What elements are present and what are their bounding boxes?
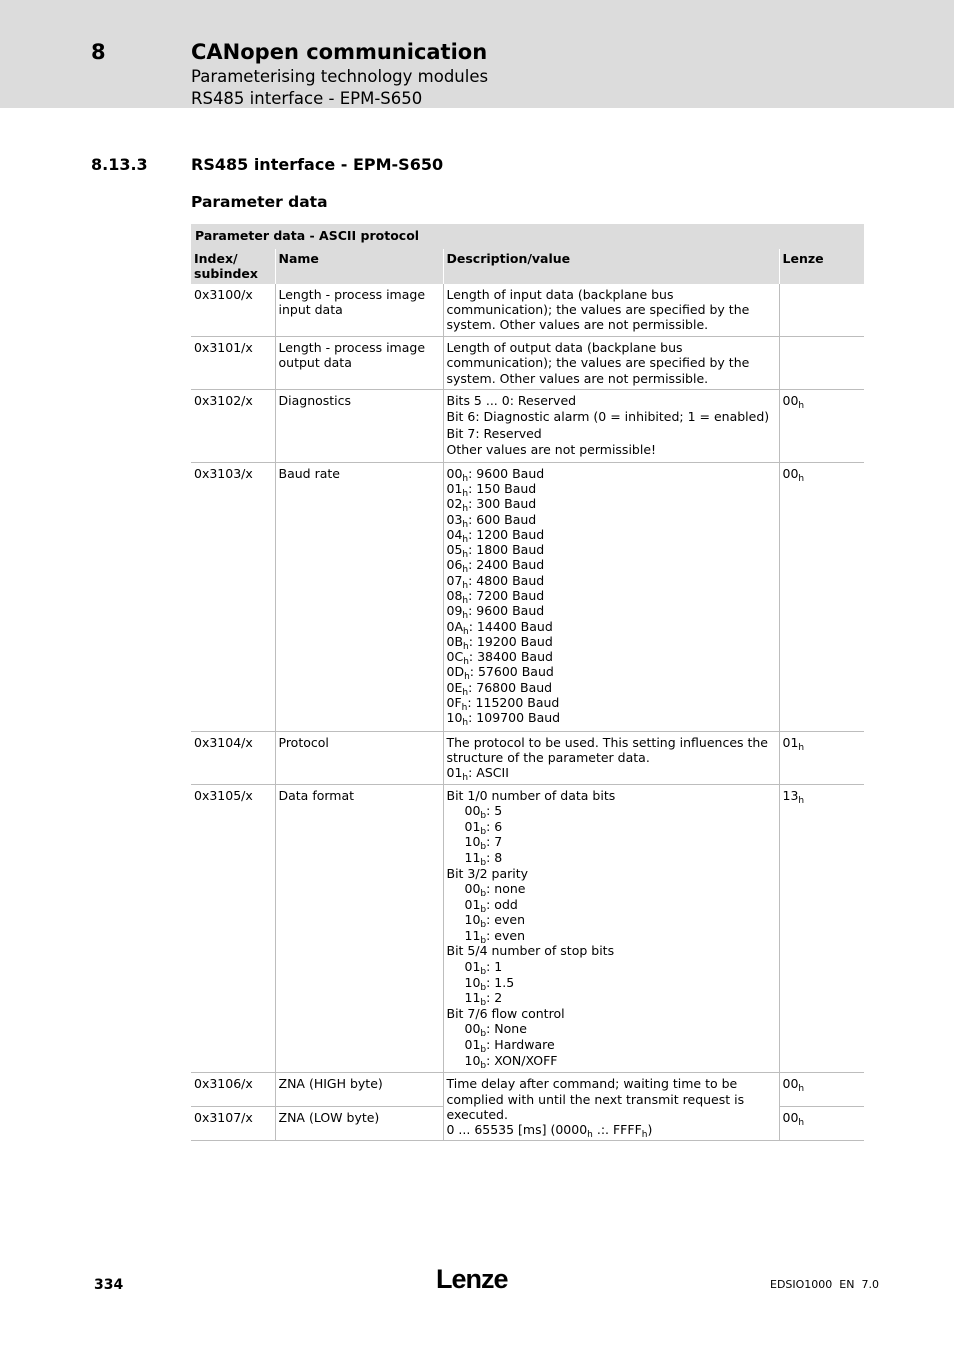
lenze-suffix: h — [798, 795, 805, 806]
baud-code — [446, 679, 776, 698]
bit-option — [447, 975, 776, 991]
lenze-suffix: h — [798, 400, 805, 411]
logo-text: Lenze — [436, 1264, 508, 1294]
code-suffix: h — [461, 703, 468, 714]
cell-lenze — [779, 389, 864, 462]
column-header-index — [191, 249, 275, 284]
cell-lenze — [779, 784, 864, 1073]
code-suffix: h — [462, 550, 469, 561]
code-suffix: b — [480, 904, 487, 915]
code-suffix: b — [480, 982, 487, 993]
bit-option — [447, 834, 776, 853]
column-header-lenze: Lenze — [779, 249, 864, 284]
code-suffix: h — [462, 718, 469, 729]
table-row — [191, 731, 864, 784]
code-suffix: h — [462, 565, 469, 576]
bit-group-title: Bit 1/0 number of data bits — [446, 787, 616, 803]
code-value: 11 — [464, 849, 481, 865]
code-value: 0C — [446, 649, 464, 665]
bit-group-title: Bit 3/2 parity — [446, 865, 529, 881]
code-value: 10 — [464, 834, 481, 850]
range-text: ) — [647, 1122, 653, 1138]
code-value: 00 — [464, 803, 481, 819]
code-suffix: b — [480, 1045, 487, 1056]
code-suffix: h — [463, 626, 469, 637]
code-suffix: h — [462, 773, 469, 784]
table-row — [191, 784, 864, 1073]
table-header-row — [191, 249, 864, 284]
cell-name: ZNA (HIGH byte) — [275, 1073, 443, 1107]
bit-option — [447, 1037, 776, 1056]
cell-description — [443, 389, 779, 462]
cell-description — [443, 784, 779, 1073]
code-value: 09 — [446, 603, 463, 619]
cell-name: Length - process image input data — [275, 284, 443, 337]
code-text: : even — [486, 927, 526, 943]
lenze-suffix: h — [798, 1084, 805, 1095]
bit-option — [447, 1053, 776, 1069]
code-text: : 1 — [486, 959, 503, 975]
code-value: 01 — [464, 896, 481, 912]
table-row — [191, 462, 864, 731]
lenze-logo — [436, 1262, 516, 1298]
bit-option — [447, 850, 776, 866]
code-text: : 109700 Baud — [468, 710, 561, 726]
code-suffix: h — [463, 657, 469, 668]
range-text: 0 ... 65535 [ms] (0000 — [446, 1122, 588, 1138]
baud-code — [446, 511, 776, 530]
cell-lenze — [779, 1107, 864, 1141]
description-line: Bit 6: Diagnostic alarm (0 = inhibited; 1 = enabled) — [446, 409, 770, 425]
lenze-logo-mark — [436, 1262, 516, 1294]
code-value: 03 — [446, 511, 463, 527]
range-suffix: h — [641, 1130, 648, 1141]
code-text: : 7200 Baud — [468, 587, 545, 603]
cell-description — [443, 731, 779, 784]
table-row — [191, 1073, 864, 1107]
chapter-subtitle-2: RS485 interface - EPM-S650 — [191, 89, 423, 108]
code-suffix: h — [464, 672, 470, 683]
code-text: : 1.5 — [486, 974, 515, 990]
code-value: 01 — [464, 1037, 481, 1053]
code-value: 01 — [446, 480, 463, 496]
cell-description: Length of output data (backplane bus communication); the values are specified by the system. Other values are not permissible. — [443, 337, 779, 390]
code-value: 10 — [464, 1052, 481, 1068]
code-value: 00 — [464, 1021, 481, 1037]
lenze-value: 00 — [782, 1076, 799, 1092]
column-header-index-line-1: Index/ — [194, 251, 238, 266]
code-value: 01 — [464, 818, 481, 834]
code-value: 02 — [446, 496, 463, 512]
cell-index: 0x3104/x — [191, 731, 275, 784]
lenze-suffix: h — [798, 1118, 805, 1129]
lenze-value: 01 — [782, 734, 799, 750]
cell-index: 0x3103/x — [191, 462, 275, 731]
code-suffix: h — [462, 488, 469, 499]
code-value: 0E — [446, 679, 463, 695]
cell-index: 0x3107/x — [191, 1107, 275, 1141]
code-suffix: h — [462, 473, 469, 484]
section-title: RS485 interface - EPM-S650 — [191, 155, 444, 174]
code-value: 0F — [446, 695, 462, 711]
code-value: 0B — [446, 633, 464, 649]
cell-index: 0x3105/x — [191, 784, 275, 1073]
cell-description — [443, 462, 779, 731]
bit-option — [447, 897, 776, 913]
subheading: Parameter data — [191, 193, 328, 211]
lenze-value: 13 — [782, 787, 799, 803]
code-value: 10 — [464, 912, 481, 928]
code-text: : 19200 Baud — [468, 633, 553, 649]
lenze-value: 00 — [782, 392, 799, 408]
cell-name: Data format — [275, 784, 443, 1073]
code-value: 11 — [464, 927, 481, 943]
description-line: Bits 5 ... 0: Reserved — [446, 392, 577, 408]
bit-option — [447, 990, 776, 1009]
code-text: : 1800 Baud — [468, 542, 545, 558]
code-text: : 1200 Baud — [468, 526, 545, 542]
code-value: 08 — [446, 587, 463, 603]
code-suffix: h — [462, 611, 469, 622]
code-text: : 14400 Baud — [468, 618, 553, 634]
code-value: 11 — [464, 990, 481, 1006]
table-caption: Parameter data - ASCII protocol — [191, 224, 864, 249]
baud-code — [446, 695, 776, 714]
description-line: Bit 7: Reserved — [446, 425, 542, 441]
code-value: 06 — [446, 557, 463, 573]
description-text: The protocol to be used. This setting influences the structure of the parameter data. — [446, 734, 769, 765]
code-suffix: b — [480, 826, 487, 837]
code-suffix: b — [480, 920, 487, 931]
code-text: : 9600 Baud — [468, 603, 545, 619]
code-suffix: b — [480, 998, 487, 1009]
code-value: 07 — [446, 572, 463, 588]
table-row — [191, 389, 864, 462]
code-text: : 6 — [486, 818, 503, 834]
bit-option — [447, 819, 776, 835]
code-text: : 600 Baud — [468, 511, 537, 527]
cell-index: 0x3101/x — [191, 337, 275, 390]
code-value: 01 — [446, 765, 463, 781]
code-value: 04 — [446, 526, 463, 542]
code-value: 01 — [464, 959, 481, 975]
cell-lenze — [779, 462, 864, 731]
cell-name: Baud rate — [275, 462, 443, 731]
chapter-subtitle-1: Parameterising technology modules — [191, 67, 489, 86]
code-suffix: b — [480, 811, 487, 822]
description-line: Other values are not permissible! — [446, 442, 657, 458]
code-suffix: h — [462, 580, 469, 591]
cell-lenze — [779, 337, 864, 390]
code-text: : 8 — [486, 849, 503, 865]
code-text: : 38400 Baud — [468, 649, 553, 665]
table-row — [191, 284, 864, 337]
table-row — [191, 337, 864, 390]
lenze-suffix: h — [798, 473, 805, 484]
description-text: Time delay after command; waiting time to be complied with until the next transmit request is executed. — [446, 1076, 745, 1122]
baud-code — [446, 480, 776, 499]
document-id: EDSIO1000 EN 7.0 — [770, 1278, 879, 1291]
cell-lenze — [779, 1073, 864, 1107]
bit-option — [447, 928, 776, 944]
code-suffix: h — [462, 519, 469, 530]
code-suffix: b — [480, 857, 487, 868]
parameter-table-container — [191, 224, 864, 1141]
baud-code — [446, 603, 776, 622]
code-text: : odd — [486, 896, 518, 912]
code-suffix: b — [480, 1060, 487, 1071]
code-text: : 150 Baud — [468, 480, 537, 496]
range-text: .:. FFFF — [592, 1122, 642, 1138]
code-suffix: b — [480, 842, 487, 853]
cell-lenze — [779, 284, 864, 337]
baud-code — [446, 557, 776, 576]
baud-code — [446, 587, 776, 606]
cell-name: Protocol — [275, 731, 443, 784]
baud-code — [446, 465, 776, 484]
protocol-code — [446, 765, 776, 784]
code-text: : None — [486, 1021, 527, 1037]
code-value: 10 — [464, 974, 481, 990]
code-text: : 7 — [486, 834, 503, 850]
cell-description — [443, 1073, 779, 1141]
bit-option — [447, 803, 776, 822]
baud-code — [446, 572, 776, 591]
code-text: : 115200 Baud — [467, 695, 560, 711]
code-text: : 5 — [486, 803, 503, 819]
code-suffix: b — [480, 935, 487, 946]
code-suffix: b — [480, 967, 487, 978]
value-range — [446, 1122, 776, 1141]
column-header-description: Description/value — [443, 249, 779, 284]
bit-group-title: Bit 5/4 number of stop bits — [446, 943, 615, 959]
parameter-table — [191, 249, 864, 1141]
code-value: 0D — [446, 664, 465, 680]
code-value: 00 — [464, 881, 481, 897]
column-header-name: Name — [275, 249, 443, 284]
baud-code — [446, 542, 776, 561]
section-number: 8.13.3 — [91, 155, 148, 174]
bit-group-title: Bit 7/6 flow control — [446, 1005, 565, 1021]
bit-option — [447, 881, 776, 900]
chapter-number: 8 — [91, 40, 106, 64]
cell-index: 0x3106/x — [191, 1073, 275, 1107]
code-text: : none — [486, 881, 526, 897]
code-suffix: b — [480, 889, 487, 900]
code-suffix: h — [463, 641, 469, 652]
code-suffix: h — [462, 595, 469, 606]
chapter-title: CANopen communication — [191, 40, 488, 64]
lenze-value: 00 — [782, 465, 799, 481]
bit-option — [447, 959, 776, 978]
bit-option — [447, 912, 776, 931]
code-text: : 2400 Baud — [468, 557, 545, 573]
code-value: 0A — [446, 618, 464, 634]
cell-index: 0x3102/x — [191, 389, 275, 462]
code-text: : even — [486, 912, 526, 928]
code-text: : 57600 Baud — [469, 664, 554, 680]
code-text: : 9600 Baud — [468, 465, 545, 481]
bit-option — [447, 1021, 776, 1040]
cell-index: 0x3100/x — [191, 284, 275, 337]
baud-code — [446, 526, 776, 545]
cell-lenze — [779, 731, 864, 784]
column-header-index-line-2: subindex — [194, 266, 258, 282]
cell-name: Diagnostics — [275, 389, 443, 462]
page-number: 334 — [94, 1277, 124, 1293]
code-text: : 300 Baud — [468, 496, 537, 512]
code-suffix: h — [462, 534, 469, 545]
baud-code — [446, 618, 776, 637]
range-suffix: h — [587, 1130, 593, 1141]
code-text: : Hardware — [486, 1037, 555, 1053]
code-value: 00 — [446, 465, 463, 481]
code-text: : XON/XOFF — [486, 1052, 558, 1068]
baud-code — [446, 710, 776, 729]
cell-description: Length of input data (backplane bus communication); the values are specified by the system. Other values are not permissible. — [443, 284, 779, 337]
baud-code — [446, 649, 776, 668]
baud-code — [446, 633, 776, 652]
code-suffix: b — [480, 1029, 487, 1040]
code-suffix: h — [462, 504, 469, 515]
code-text: : 2 — [486, 990, 503, 1006]
code-text: : ASCII — [468, 765, 509, 781]
baud-code — [446, 664, 776, 683]
code-text: : 4800 Baud — [468, 572, 545, 588]
code-text: : 76800 Baud — [468, 679, 553, 695]
code-suffix: h — [462, 687, 469, 698]
code-value: 10 — [446, 710, 463, 726]
cell-name: Length - process image output data — [275, 337, 443, 390]
baud-code — [446, 496, 776, 515]
code-value: 05 — [446, 542, 463, 558]
lenze-suffix: h — [798, 742, 805, 753]
cell-name: ZNA (LOW byte) — [275, 1107, 443, 1141]
lenze-value: 00 — [782, 1110, 799, 1126]
